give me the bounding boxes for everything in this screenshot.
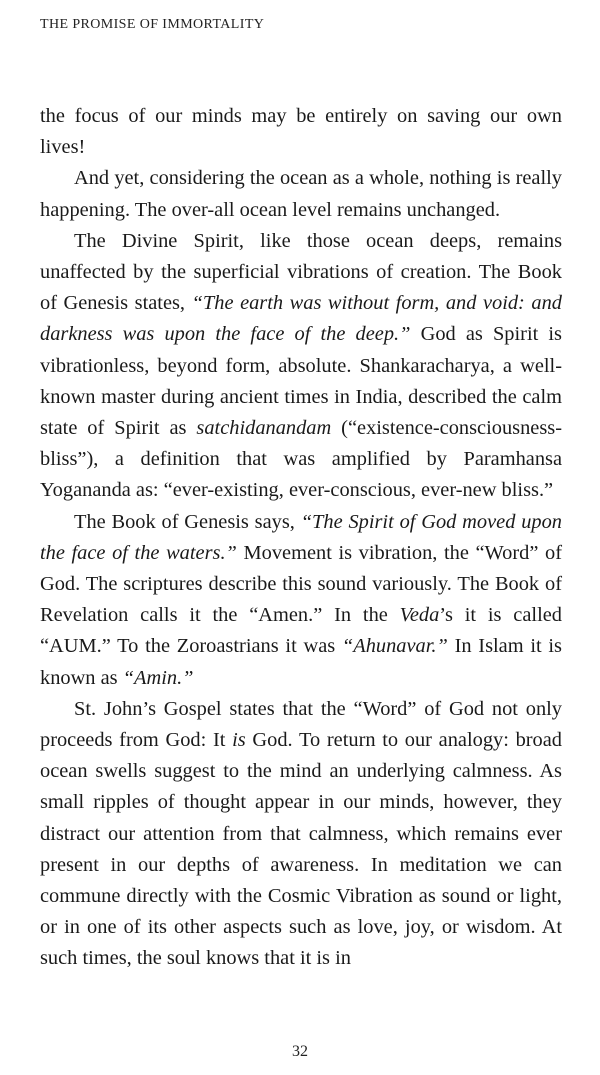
paragraph	[40, 694, 562, 975]
text-span: The Divine Spirit, like those ocean deeps, remains unaffected by the superficial vibrations of creation. The Book of Genesis states,	[40, 229, 562, 315]
text-span: (“existence-consciousness-bliss”), a definition that was amplified by Paramhansa Yogananda as: “ever-existing, ever-conscious, ever-new bliss.”	[40, 417, 562, 502]
paragraph	[40, 101, 562, 163]
text-span: In Islam it is known as	[40, 635, 562, 689]
emphasis-italic: is	[232, 729, 246, 752]
paragraph	[40, 507, 562, 694]
body-text	[40, 101, 562, 975]
text-span: ’s it is called “AUM.” To the Zoroastrians it was	[40, 604, 562, 658]
text-span: the focus of our minds may be entirely on saving our own lives!	[40, 105, 562, 159]
running-head: THE PROMISE OF IMMORTALITY	[40, 17, 265, 32]
paragraph	[40, 226, 562, 507]
text-span: The Book of Genesis says,	[74, 510, 301, 533]
text-span: Movement is vibration, the “Word” of God. The scriptures describe this sound variously. The Book of Revelation calls it the “Amen.” In the	[40, 541, 562, 627]
text-span: God. To return to our analogy: broad ocean swells suggest to the mind an underlying calmness. As small ripples of thought appear in our minds, however, they distract our attention from that calmness, which remains ever present in our depths of awareness. In meditation we can commune directly with the Cosmic Vibration as sound or light, or in one of its other aspects such as love, joy, or wisdom. At such times, the soul knows that it is in	[40, 729, 562, 970]
text-span: God as Spirit is vibrationless, beyond form, absolute. Shankaracharya, a well-known master during ancient times in India, described the calm state of Spirit as	[40, 323, 562, 440]
text-span: St. John’s Gospel states that the “Word” of God not only proceeds from God: It	[40, 697, 562, 752]
term-italic: “Ahunavar.”	[341, 635, 448, 658]
page-number: 32	[292, 1043, 308, 1060]
quotation-italic: “The earth was without form, and void: and darkness was upon the face of the deep.”	[40, 292, 562, 346]
text-span: And yet, considering the ocean as a whole, nothing is really happening. The over-all ocean level remains unchanged.	[40, 167, 562, 221]
term-italic: Veda	[399, 604, 440, 627]
quotation-italic: “The Spirit of God moved upon the face of the waters.”	[40, 510, 562, 564]
term-italic: satchidanandam	[196, 417, 332, 440]
paragraph	[40, 163, 562, 225]
term-italic: “Amin.”	[122, 666, 194, 689]
